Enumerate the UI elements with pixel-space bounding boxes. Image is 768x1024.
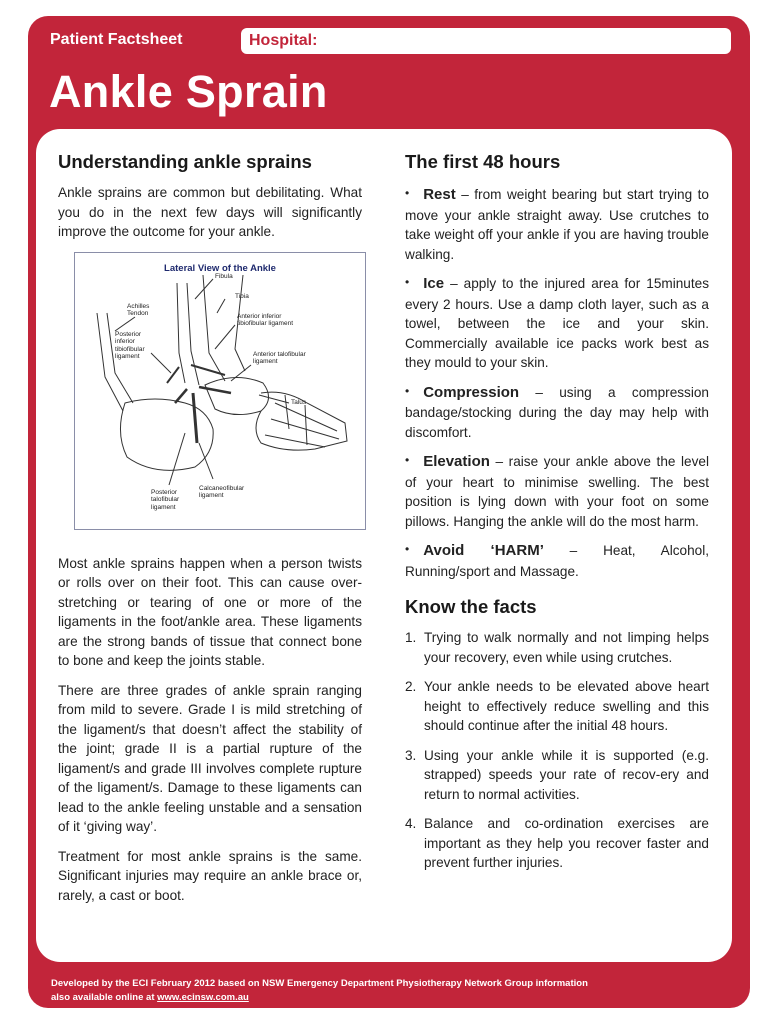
intro-paragraph: Ankle sprains are common but debilitating. What you do in the next few days will significantly improve the outcome for your ankle. xyxy=(58,185,362,239)
footer-link[interactable]: www.ecinsw.com.au xyxy=(157,992,249,1003)
label-tibia: Tibia xyxy=(235,292,249,300)
know-facts-heading: Know the facts xyxy=(405,596,537,617)
label-post-inf-tib: Posterior inferior tibiofibular ligament xyxy=(115,330,145,360)
bullet-dot-icon: • xyxy=(405,453,410,467)
bullet-text: – apply to the injured area for 15minutes every 2 hours. Use a damp cloth layer, such as a towel, between the ice and your skin. Commercially available ice packs work best as they mould to your skin. xyxy=(405,276,709,370)
list-text: Using your ankle while it is supported (e.g. strapped) speeds your rate of recov-ery and return to normal activities. xyxy=(424,747,709,802)
list-number: 4. xyxy=(405,816,417,831)
bullet-dot-icon: • xyxy=(405,275,410,289)
bullet-text: – from weight bearing but start trying to move your ankle straight away. Use crutches to take weight off your ankle if you are having trouble walking. xyxy=(405,187,709,262)
bullet-term: Ice xyxy=(423,275,445,292)
bullet-elevation xyxy=(405,452,709,531)
treatment-paragraph: Treatment for most ankle sprains is the same. Significant injuries may require an ankle brace or, rarely, a cast or boot. xyxy=(58,848,362,903)
talus-outline xyxy=(205,377,269,414)
list-item xyxy=(405,628,709,667)
tibia-outline xyxy=(203,275,225,381)
bullet-avoid-harm xyxy=(405,541,709,581)
hospital-label: Hospital: xyxy=(249,32,318,49)
list-item xyxy=(405,814,709,873)
hospital-field xyxy=(241,28,731,54)
right-column xyxy=(405,150,709,883)
bullet-text: – Heat, Alcohol, Running/sport and Massage. xyxy=(405,543,709,579)
list-number: 1. xyxy=(405,630,417,645)
bullet-text: – raise your ankle above the level of your heart to minimise swelling. The best position is lying down with your foot on some pillows. Hanging the ankle will do the most harm. xyxy=(405,454,709,529)
diagram-title: Lateral View of the Ankle xyxy=(164,262,276,274)
post-inf-tib-ligament xyxy=(167,367,179,383)
list-number: 2. xyxy=(405,679,417,694)
facts-list xyxy=(405,628,709,873)
footer-credit: Developed by the ECI February 2012 based on NSW Emergency Department Physiotherapy Network Group information xyxy=(51,978,588,989)
list-text: Balance and co-ordination exercises are important as they help you recover faster and prevent further injuries. xyxy=(424,816,709,870)
left-column xyxy=(58,150,362,915)
footer-online xyxy=(51,991,588,1005)
factsheet-label: Patient Factsheet xyxy=(50,31,183,48)
bullet-term: Compression xyxy=(423,383,520,401)
calcaneus-outline xyxy=(120,399,213,470)
grades-paragraph: There are three grades of ankle sprain ranging from mild to severe. Grade I is mild stretching of the ligament/s that doesn’t affect the stability of the joint; grade II is a partial rupture of the ligament/s and grade III involves complete rupture of the ligament/s. Damage to these ligaments can lead to the ankle feeling unstable and a sensation of it ‘giving way’. xyxy=(58,682,362,834)
label-talus: Talus xyxy=(291,398,307,406)
label-achilles: Achilles Tendon xyxy=(127,302,150,317)
list-item xyxy=(405,677,709,736)
list-item xyxy=(405,746,709,805)
label-post-talo: Posterior talofibular ligament xyxy=(151,488,180,511)
bullet-ice xyxy=(405,274,709,373)
list-number: 3. xyxy=(405,747,417,763)
label-calcaneo: Calcaneofibular ligament xyxy=(199,484,245,499)
footer xyxy=(51,977,588,1005)
list-text: Your ankle needs to be elevated above heart height to effectively reduce swelling and this should continue after the initial 48 hours. xyxy=(424,679,709,733)
page-title: Ankle Sprain xyxy=(49,66,328,117)
first-48-heading: The first 48 hours xyxy=(405,151,561,172)
bullet-text: – using a compression bandage/stocking during the day may help with discomfort. xyxy=(405,384,709,440)
bullet-dot-icon: • xyxy=(405,186,410,200)
ankle-diagram xyxy=(74,252,366,530)
cause-paragraph: Most ankle sprains happen when a person twists or rolls over on their foot. This can cause over-stretching or tearing of one or more of the ligaments in the foot/ankle area. These ligaments are the strong bands of tissue that connect bone to bone and keep the joints stable. xyxy=(58,555,362,668)
calcaneofibular-ligament xyxy=(193,393,197,443)
bullet-compression xyxy=(405,383,709,443)
list-text: Trying to walk normally and not limping helps your recovery, even while using crutches. xyxy=(424,630,709,665)
bullet-dot-icon: • xyxy=(405,542,410,556)
post-talo-ligament xyxy=(175,389,187,403)
footer-online-prefix: also available online at xyxy=(51,992,158,1003)
bullet-rest xyxy=(405,185,709,264)
fibula-outline xyxy=(187,283,199,385)
bullet-dot-icon: • xyxy=(405,383,410,398)
bullet-term: Rest xyxy=(423,186,456,203)
bullet-term: Avoid ‘HARM’ xyxy=(423,542,544,559)
bullet-term: Elevation xyxy=(423,453,490,470)
ant-talo-ligament xyxy=(199,387,231,393)
label-fibula: Fibula xyxy=(215,272,233,280)
label-ant-talo: Anterior talofibular ligament xyxy=(253,350,306,365)
label-ant-inf-tib: Anterior inferior tibiofibular ligament xyxy=(237,312,294,327)
understanding-heading: Understanding ankle sprains xyxy=(58,151,312,172)
